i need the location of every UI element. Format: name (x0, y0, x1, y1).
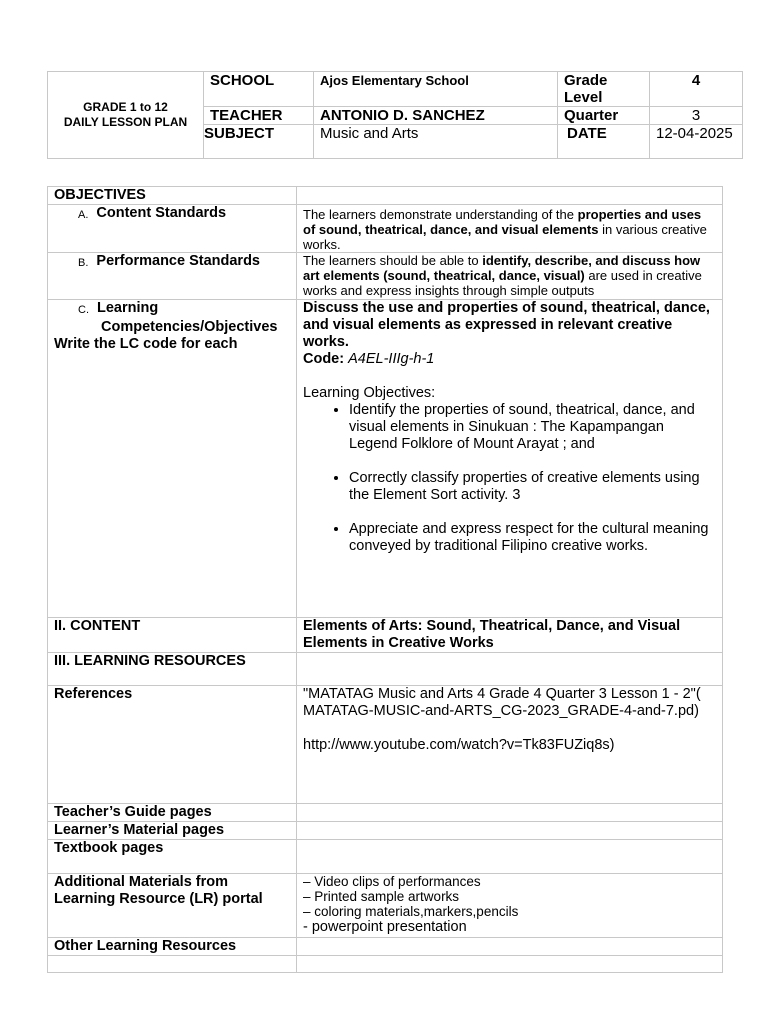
textbook-label: Textbook pages (48, 840, 297, 874)
objectives-heading: OBJECTIVES (48, 187, 297, 205)
performance-standards-text (297, 253, 723, 300)
plan-title-line2: DAILY LESSON PLAN (63, 115, 188, 129)
grade-value: 4 (650, 72, 743, 107)
references-content (297, 686, 723, 804)
teachers-guide-value (297, 804, 723, 822)
content-label: II. CONTENT (48, 618, 297, 653)
additional-materials-content (297, 874, 723, 938)
content-standards-post: in various creative works. (303, 222, 707, 252)
competencies-label-line3: Write the LC code for each (54, 336, 238, 352)
code-value: A4EL-IIIg-h-1 (348, 351, 435, 367)
resources-heading: III. LEARNING RESOURCES (48, 653, 297, 686)
grade-label: Grade Level (558, 72, 650, 107)
code-label: Code: (303, 351, 345, 367)
content-standards-label (48, 205, 297, 253)
date-label: DATE (558, 125, 650, 159)
other-resources-value (297, 938, 723, 956)
competencies-label-line2: Competencies/Objectives (101, 319, 278, 335)
quarter-label: Quarter (558, 107, 650, 125)
plan-title-line1: GRADE 1 to 12 (83, 100, 168, 114)
header-table (47, 71, 743, 159)
empty-row-cell (297, 956, 723, 973)
references-label: References (48, 686, 297, 804)
content-standards-pre: The learners demonstrate understanding of the (303, 207, 578, 222)
list-item: – Video clips of performances (303, 874, 481, 889)
list-item: • Correctly classify properties of creative elements using the Element Sort activity. 3 (349, 470, 716, 504)
empty-row-cell (48, 956, 297, 973)
competencies-label-line1: Learning (97, 300, 159, 316)
performance-standards-bold: identify, describe, and discuss how art elements (sound, theatrical, dance, visual) (303, 253, 701, 283)
additional-materials-label: Additional Materials from Learning Resource (LR) portal (48, 874, 297, 938)
competencies-main-text: Discuss the use and properties of sound, theatrical, dance, and visual elements as expressed in relevant creative works. (303, 300, 710, 350)
learning-objectives-list (303, 402, 716, 555)
teacher-value: ANTONIO D. SANCHEZ (314, 107, 558, 125)
content-standards-label-text: Content Standards (96, 205, 227, 221)
references-link: http://www.youtube.com/watch?v=Tk83FUZiq8s) (303, 737, 615, 753)
resources-heading-empty (297, 653, 723, 686)
teacher-label: TEACHER (204, 107, 314, 125)
school-label: SCHOOL (204, 72, 314, 107)
subject-value: Music and Arts (314, 125, 558, 159)
list-item: – coloring materials,markers,pencils (303, 904, 519, 919)
subject-label: SUBJECT (204, 125, 314, 159)
competencies-content (297, 300, 723, 618)
performance-standards-post: are used in creative works and express insights through simple outputs (303, 268, 702, 298)
content-standards-text (297, 205, 723, 253)
lesson-plan-table (47, 186, 723, 973)
competency-code (303, 351, 716, 368)
plan-title (48, 72, 204, 159)
competencies-label (48, 300, 297, 618)
competencies-letter: C. (78, 304, 89, 316)
learners-material-value (297, 822, 723, 840)
learning-objectives-heading: Learning Objectives: (303, 385, 436, 401)
performance-standards-pre: The learners should be able to (303, 253, 483, 268)
content-value: Elements of Arts: Sound, Theatrical, Dance, and Visual Elements in Creative Works (297, 618, 723, 653)
textbook-value (297, 840, 723, 874)
list-item: • Appreciate and express respect for the cultural meaning conveyed by traditional Filipino creative works. (349, 521, 716, 555)
content-standards-letter: A. (78, 209, 89, 221)
performance-standards-label-text: Performance Standards (96, 253, 260, 269)
performance-standards-letter: B. (78, 257, 89, 269)
content-standards-bold: properties and uses of sound, theatrical, dance, and visual elements (303, 207, 702, 237)
other-resources-label: Other Learning Resources (48, 938, 297, 956)
list-item: • Identify the properties of sound, theatrical, dance, and visual elements in Sinukuan : The Kapampangan Legend Folklore of Mount Arayat ; and (349, 402, 716, 453)
date-value: 12-04-2025 (650, 125, 743, 159)
list-item: - powerpoint presentation (303, 919, 467, 935)
objectives-heading-empty (297, 187, 723, 205)
references-line1: "MATATAG Music and Arts 4 Grade 4 Quarter 3 Lesson 1 - 2"( MATATAG-MUSIC-and-ARTS_CG-2023_GRADE-4-and-7.pd) (303, 686, 701, 719)
performance-standards-label (48, 253, 297, 300)
teachers-guide-label: Teacher’s Guide pages (48, 804, 297, 822)
school-value: Ajos Elementary School (314, 72, 558, 107)
quarter-value: 3 (650, 107, 743, 125)
learners-material-label: Learner’s Material pages (48, 822, 297, 840)
list-item: – Printed sample artworks (303, 889, 460, 904)
